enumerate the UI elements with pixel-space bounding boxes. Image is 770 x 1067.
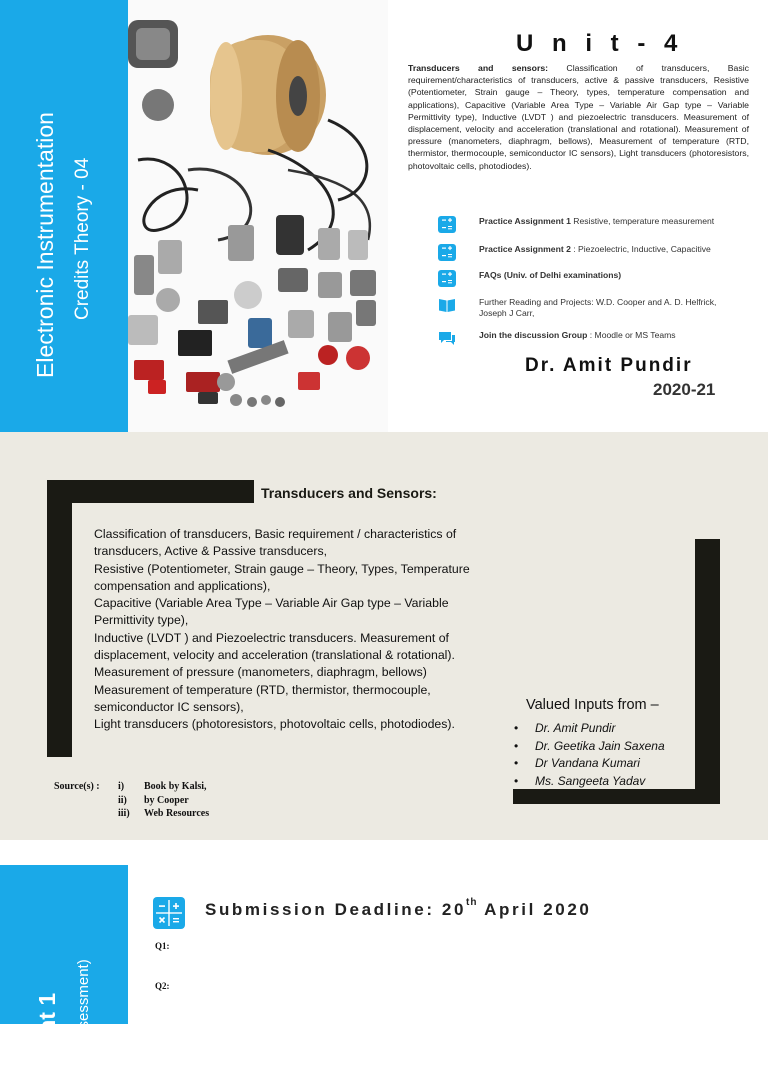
chat-icon: [438, 330, 456, 347]
syllabus-title: Transducers and Sensors:: [261, 485, 437, 501]
contributor-item: • Dr Vandana Kumari: [514, 755, 665, 773]
resource-faqs[interactable]: [438, 270, 738, 287]
book-icon: [438, 297, 456, 314]
deadline-ordinal: th: [466, 897, 478, 908]
frame-bottom-bar: [513, 789, 720, 804]
syllabus-body: [94, 526, 504, 734]
resource-detail: Resistive, temperature measurement: [570, 216, 715, 226]
resource-title: Practice Assignment 1: [479, 216, 571, 226]
transducers-illustration: [128, 0, 388, 432]
assignment-slide: [0, 840, 768, 1067]
contributors-list: [514, 720, 665, 790]
assignment-band: [0, 865, 128, 1067]
calculator-icon: [153, 897, 185, 929]
question-label: Q2:: [155, 981, 170, 991]
title-band: [0, 0, 128, 432]
resource-further-reading[interactable]: [438, 297, 738, 318]
resource-title: Join the discussion Group: [479, 330, 588, 340]
submission-deadline: [205, 897, 592, 920]
source-row: [54, 807, 209, 821]
sources-block: [54, 780, 209, 821]
assignment-sublabel: al Assessment): [75, 959, 92, 1061]
unit-description: [408, 62, 749, 172]
resource-detail: : Piezoelectric, Inductive, Capacitive: [570, 244, 711, 254]
calculator-icon: [438, 244, 456, 261]
source-number: ii): [118, 794, 127, 806]
syllabus-paragraph: Inductive (LVDT ) and Piezoelectric transducers. Measurement of displacement, velocity and acceleration (translational & rotational).: [94, 630, 455, 663]
source-row: [54, 780, 209, 794]
resource-title: FAQs (Univ. of Delhi examinations): [479, 270, 622, 280]
syllabus-paragraph: Measurement of pressure (manometers, diaphragm, bellows): [94, 665, 427, 680]
question-label: Q1:: [155, 941, 170, 951]
syllabus-slide: [0, 432, 768, 840]
deadline-suffix: April 2020: [477, 900, 592, 919]
assignment-label: ment 1: [34, 992, 60, 1067]
author-name: Dr. Amit Pundir: [525, 355, 693, 376]
syllabus-paragraph: Light transducers (photoresistors, photovoltaic cells, photodiodes).: [94, 717, 455, 732]
frame-left-bar: [47, 480, 72, 757]
resource-title: Practice Assignment 2: [479, 244, 571, 254]
resource-practice-assignment-2[interactable]: [438, 244, 738, 261]
unit-description-lead: Transducers and sensors:: [408, 63, 549, 73]
unit-title: U n i t - 4: [516, 30, 684, 57]
contributor-item: • Ms. Sangeeta Yadav: [514, 773, 665, 791]
source-number: iii): [118, 808, 130, 819]
resource-detail: Further Reading and Projects: W.D. Cooper and A. D. Helfrick, Joseph J Carr,: [479, 297, 717, 318]
contributor-item: • Dr. Geetika Jain Saxena: [514, 738, 665, 756]
calculator-icon: [438, 216, 456, 233]
deadline-prefix: Submission Deadline: 20: [205, 900, 467, 919]
source-text: Web Resources: [144, 808, 210, 819]
contributor-item: • Dr. Amit Pundir: [514, 720, 665, 738]
source-text: Book by Kalsi,: [144, 781, 207, 792]
academic-year: 2020-21: [653, 380, 716, 399]
credits-label: Credits Theory - 04: [72, 157, 93, 320]
transducers-photo: [128, 0, 388, 432]
syllabus-paragraph: Classification of transducers, Basic requirement / characteristics of transducers, Active & Passive transducers,: [94, 527, 457, 559]
valued-inputs-title: Valued Inputs from –: [526, 697, 659, 713]
source-text: by Cooper: [144, 794, 189, 806]
syllabus-paragraph: Measurement of temperature (RTD, thermistor, thermocouple, semiconductor IC sensors),: [94, 682, 431, 714]
sources-label: Source(s) :: [54, 781, 100, 792]
cover-slide: [0, 0, 768, 432]
syllabus-paragraph: Resistive (Potentiometer, Strain gauge – Theory, Types, Temperature compensation and applications),: [94, 561, 470, 593]
syllabus-paragraph: Capacitive (Variable Area Type – Variable Air Gap type – Variable Permittivity type),: [94, 596, 449, 628]
resource-detail: : Moodle or MS Teams: [587, 330, 676, 340]
resource-practice-assignment-1[interactable]: [438, 216, 738, 233]
resource-discussion-group[interactable]: [438, 330, 738, 347]
unit-description-body: Classification of transducers, Basic requirement/characteristics of transducers, active & passive transducers, Resistive (Potentiometer, Strain gauge – Theory, types, temperature compensation and applications), Capacitive (Variable Area Type – Variable Air Gap type – Variable Permittivity type), Inductive (LVDT ) and piezoelectric transducers. Measurement of displacement, velocity and acceleration (translational and rotational). Measurement of pressure (manometers, diaphragm, bellows), Measurement of temperature (RTD, thermistor, thermocouple, semiconductor IC sensors), Light transducers (photoresistors, photovoltaic cells, photodiodes).: [408, 63, 749, 171]
frame-right-bar: [695, 539, 720, 804]
frame-top-bar: [47, 480, 254, 503]
course-title: Electronic Instrumentation: [32, 112, 58, 378]
source-number: i): [118, 781, 125, 792]
source-row: [54, 794, 209, 808]
calculator-icon: [438, 270, 456, 287]
